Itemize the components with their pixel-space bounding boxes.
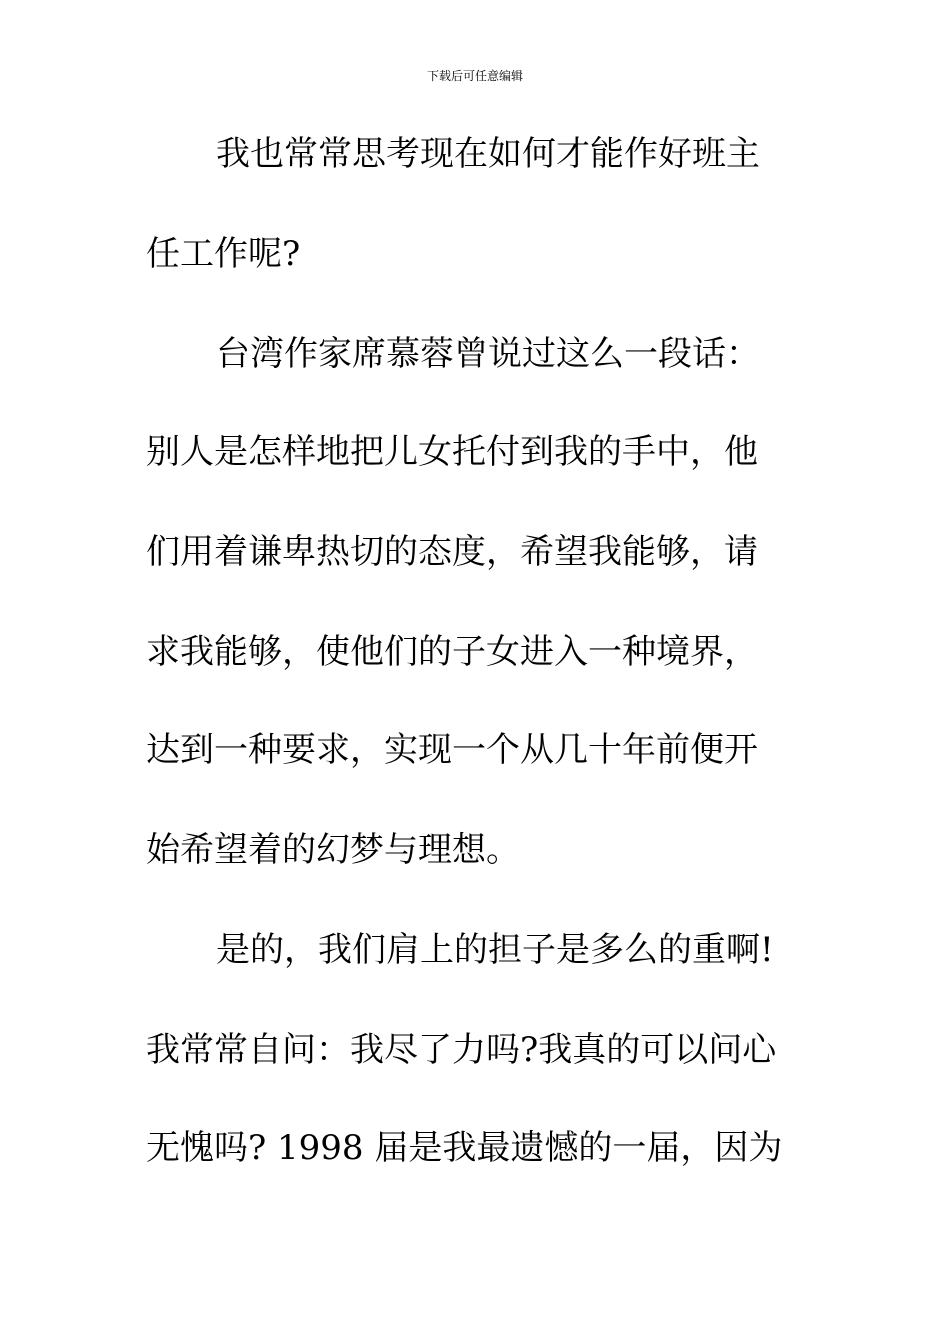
paragraph-line-11: 无愧吗? 1998 届是我最遗憾的一届，因为 <box>146 1128 783 1168</box>
paragraph-line-3: 台湾作家席慕蓉曾说过这么一段话： <box>216 334 760 374</box>
paragraph-line-7: 达到一种要求，实现一个从几十年前便开 <box>146 730 758 770</box>
page-header: 下载后可任意编辑 <box>426 69 523 83</box>
paragraph-line-4: 别人是怎样地把儿女托付到我的手中，他 <box>146 432 758 472</box>
paragraph-line-9: 是的，我们肩上的担子是多么的重啊! <box>216 930 774 970</box>
paragraph-line-2: 任工作呢? <box>146 234 301 274</box>
paragraph-line-10: 我常常自问：我尽了力吗?我真的可以问心 <box>146 1030 777 1070</box>
paragraph-line-8: 始希望着的幻梦与理想。 <box>146 830 520 870</box>
paragraph-line-5: 们用着谦卑热切的态度，希望我能够，请 <box>146 532 758 572</box>
paragraph-line-6: 求我能够，使他们的子女进入一种境界， <box>146 632 758 672</box>
paragraph-line-1: 我也常常思考现在如何才能作好班主 <box>216 134 760 174</box>
